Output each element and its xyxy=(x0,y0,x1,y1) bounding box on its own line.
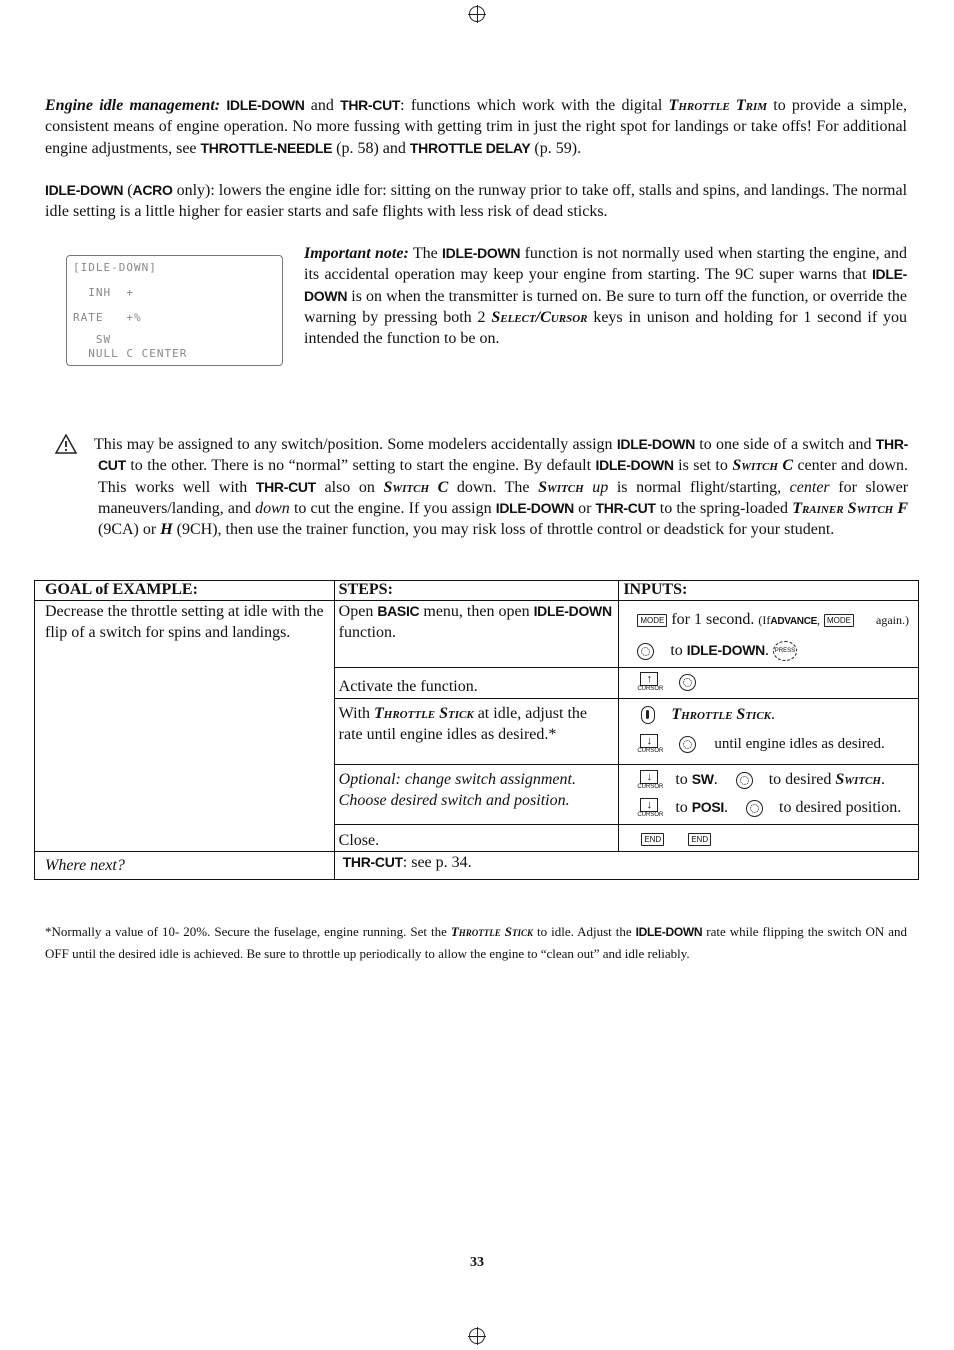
where-next-cell: Where next? xyxy=(35,852,335,880)
end-key-icon[interactable]: END xyxy=(641,833,664,846)
mode-key-icon[interactable]: MODE xyxy=(824,614,854,627)
step-cell: Optional: change switch assignment. Choose desired switch and position. xyxy=(334,765,619,825)
registration-mark-icon xyxy=(469,6,485,22)
throttle-stick-icon[interactable] xyxy=(641,706,655,724)
dial-icon[interactable] xyxy=(679,674,696,691)
table-row xyxy=(35,601,919,668)
input-cell xyxy=(619,825,919,852)
warning-paragraph: This may be assigned to any switch/position. Some modelers accidentally assign IDLE-DOWN to one side of a switch and THR-CUT to the other. There is no “normal” setting to start the engine. By default IDLE-DOWN is set to Switch C center and down. This works well with THR-CUT also on Switch C down. The Switch up is normal flight/starting, center for slower maneuvers/landing, and down to cut the engine. If you assign IDLE-DOWN or THR-CUT to the spring-loaded Trainer Switch F (9CA) or H (9CH), then use the trainer function, you may risk loss of throttle control or deadstick for your student. xyxy=(94,436,909,539)
header-inputs: INPUTS: xyxy=(619,581,919,601)
lcd-screen xyxy=(66,255,283,366)
lcd-line: RATE +% xyxy=(73,311,142,324)
cursor-down-key-icon[interactable]: ↓ CURSOR xyxy=(637,734,664,754)
input-cell: ↓ CURSOR to SW. to desired Switch. ↓ CURSOR to POSI. to desired position. xyxy=(619,765,919,825)
note-heading: Important note: xyxy=(304,245,409,262)
dial-icon[interactable] xyxy=(746,800,763,817)
step-cell: With Throttle Stick at idle, adjust the rate until engine idles as desired.* xyxy=(334,699,619,765)
lcd-line: NULL C CENTER xyxy=(73,347,188,360)
cursor-down-key-icon[interactable]: ↓ CURSOR xyxy=(637,798,664,818)
dial-icon[interactable] xyxy=(637,643,654,660)
table-row xyxy=(35,852,919,880)
input-cell: MODE for 1 second. (IfADVANCE, MODE again.) to IDLE-DOWN. PRESS xyxy=(619,601,919,668)
table-header-row xyxy=(35,581,919,601)
header-steps: STEPS: xyxy=(334,581,619,601)
input-cell: Throttle Stick. ↓ CURSOR until engine idles as desired. xyxy=(619,699,919,765)
lcd-line: SW xyxy=(73,333,112,346)
dial-icon[interactable] xyxy=(736,772,753,789)
dial-icon[interactable] xyxy=(679,736,696,753)
where-next-target: THR-CUT: see p. 34. xyxy=(334,852,918,880)
goal-cell: Decrease the throttle setting at idle with the flip of a switch for spins and landings. xyxy=(35,601,335,852)
mode-key-icon[interactable]: MODE xyxy=(637,614,667,627)
important-note: Important note: The IDLE-DOWN function is not normally used when starting the engine, and its accidental operation may keep your engine from starting. The 9C super warns that IDLE-DOWN is on when the transmitter is turned on. Be sure to turn off the function, or override the warning by pressing both 2 Select/Cursor keys in unison and holding for 1 second if you intended the function to be on. xyxy=(304,245,908,348)
registration-mark-icon xyxy=(469,1328,485,1344)
lcd-line: INH + xyxy=(73,286,134,299)
step-cell: Close. xyxy=(334,825,619,852)
intro-paragraph: Engine idle management: IDLE-DOWN and THR-CUT: functions which work with the digital Throttle Trim to provide a simple, consistent means of engine operation. No more fussing with getting trim in just the right spot for landings or take offs! For additional engine adjustments, see THROTTLE-NEEDLE (p. 58) and THROTTLE DELAY (p. 59). xyxy=(45,97,908,157)
lcd-line: [IDLE-DOWN] xyxy=(73,261,157,274)
press-dial-icon[interactable]: PRESS xyxy=(773,641,797,661)
footnote: *Normally a value of 10- 20%. Secure the fuselage, engine running. Set the Throttle Stick to idle. Adjust the IDLE-DOWN rate while flipping the switch ON and OFF until the desired idle is achieved. Be sure to throttle up periodically to allow the engine to “clean out” and idle reliably. xyxy=(45,924,908,961)
header-goal: GOAL of EXAMPLE: xyxy=(35,581,335,601)
page-number: 33 xyxy=(470,1255,484,1270)
step-cell: Open BASIC menu, then open IDLE-DOWN function. xyxy=(334,601,619,668)
example-table xyxy=(34,580,919,880)
warning-triangle-icon xyxy=(55,434,77,454)
end-key-icon[interactable]: END xyxy=(688,833,711,846)
intro-heading: Engine idle management: xyxy=(45,97,221,114)
idle-down-paragraph: IDLE-DOWN (ACRO only): lowers the engine idle for: sitting on the runway prior to take off, stalls and spins, and landings. The normal idle setting is a little higher for easier starts and safe flights with less risk of dead sticks. xyxy=(45,182,908,221)
step-cell: Activate the function. xyxy=(334,668,619,699)
cursor-down-key-icon[interactable]: ↓ CURSOR xyxy=(637,770,664,790)
cursor-up-key-icon[interactable]: ↑ CURSOR xyxy=(637,672,664,692)
input-cell xyxy=(619,668,919,699)
